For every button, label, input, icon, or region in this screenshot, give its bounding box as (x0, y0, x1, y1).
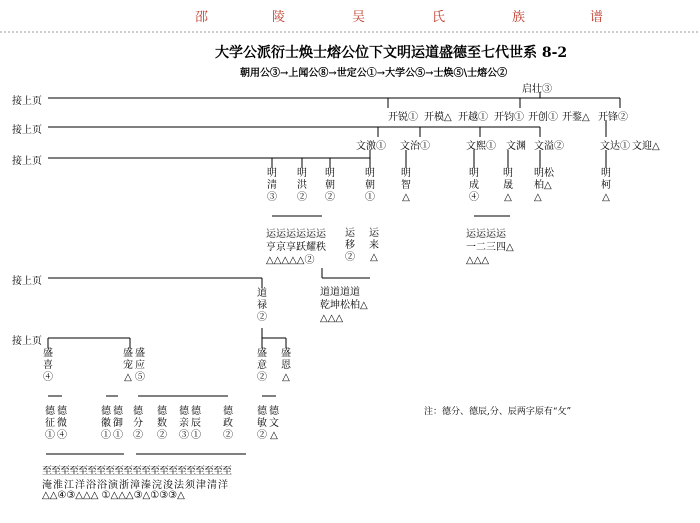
page-subtitle: 朝用公③→上闻公⑧→世定公①→大学公⑤→士焕⑤\士熔公② (240, 68, 508, 79)
ancestor-name: 启壮③ (522, 84, 552, 95)
person-name-vertical: 德分② (133, 406, 143, 441)
zhi-names: 淹淮江洋浴浴演浙漳溱浣浚法须津清洋 (42, 480, 229, 491)
person-name-vertical: 德亲③ (179, 406, 189, 441)
continue-label: 接上页 (12, 336, 42, 347)
yun-group: 运运运运运运亨京享跃耀秩△△△△△② (266, 229, 326, 266)
continue-label: 接上页 (12, 156, 42, 167)
person-name-vertical: 道禄② (257, 288, 267, 323)
page-title: 大学公派衍士焕士熔公位下文明运道盛德至七代世系 8-2 (215, 45, 568, 61)
person-name-vertical: 德征① (45, 406, 55, 441)
header-char: 吴 (352, 10, 368, 25)
person-name-vertical: 德御① (113, 406, 123, 441)
continue-label: 接上页 (12, 276, 42, 287)
person-name-vertical: 明晟△ (503, 168, 513, 203)
person-name: 开越① (458, 112, 488, 123)
person-name: 文溢② (534, 141, 564, 152)
person-name: 开创① (528, 112, 558, 123)
person-name-vertical: 盛应⑤ (135, 348, 145, 383)
header-char: 氏 (432, 10, 448, 25)
person-name-vertical: 明松柏△△ (534, 168, 554, 203)
continue-label: 接上页 (12, 125, 42, 136)
person-name-vertical: 德数② (157, 406, 167, 441)
person-name: 文渊 (506, 141, 526, 152)
person-name: 开锋② (598, 112, 628, 123)
header-char: 族 (512, 10, 528, 25)
header-char: 陵 (272, 10, 288, 25)
person-name-vertical: 盛宠△ (123, 348, 133, 383)
person-name-vertical: 明成④ (469, 168, 479, 203)
person-name-vertical: 德文△ (269, 406, 279, 441)
header-char: 谱 (590, 10, 606, 25)
footnote: 注：德分、德辰,分、辰两字原有“攵” (424, 407, 572, 417)
person-name-vertical: 明智△ (401, 168, 411, 203)
person-name-vertical: 运移② (345, 228, 355, 263)
person-name-vertical: 德敏② (257, 406, 267, 441)
person-name-vertical: 明清③ (267, 168, 277, 203)
person-name: 开锐① (388, 112, 418, 123)
dao-group: 道道道道乾坤松柏△△△△ (320, 287, 368, 324)
person-name-vertical: 盛意② (257, 348, 267, 383)
person-name: 开模△ (424, 112, 452, 123)
person-name-vertical: 德微④ (57, 406, 67, 441)
person-name: 开钧① (494, 112, 524, 123)
person-name-vertical: 明柯△ (601, 168, 611, 203)
yun-group: 运运运运一二三四△△△△ (466, 229, 514, 266)
person-name: 文治① (400, 141, 430, 152)
header-char: 邵 (195, 10, 211, 25)
person-name-vertical: 明洪② (297, 168, 307, 203)
zhi-marks: △△④③△△△ ①△△△③△①③③△ (42, 490, 185, 501)
person-name-vertical: 明朝② (325, 168, 335, 203)
person-name-vertical: 德政② (223, 406, 233, 441)
person-name-vertical: 盛喜④ (43, 348, 53, 383)
continue-label: 接上页 (12, 96, 42, 107)
person-name: 文达① (600, 141, 630, 152)
zhi-row: 至至至至至至至至至至至至至至至至至至至至至 (42, 466, 231, 477)
person-name: 开鍪△ (562, 112, 590, 123)
person-name-vertical: 德辰① (191, 406, 201, 441)
person-name: 文激① (356, 141, 386, 152)
person-name-vertical: 德徽① (101, 406, 111, 441)
person-name-vertical: 盛恩△ (281, 348, 291, 383)
person-name-vertical: 运来△ (369, 228, 379, 263)
person-name: 文熙① (466, 141, 496, 152)
person-name-vertical: 明朝① (365, 168, 375, 203)
person-name: 文迎△ (632, 141, 660, 152)
